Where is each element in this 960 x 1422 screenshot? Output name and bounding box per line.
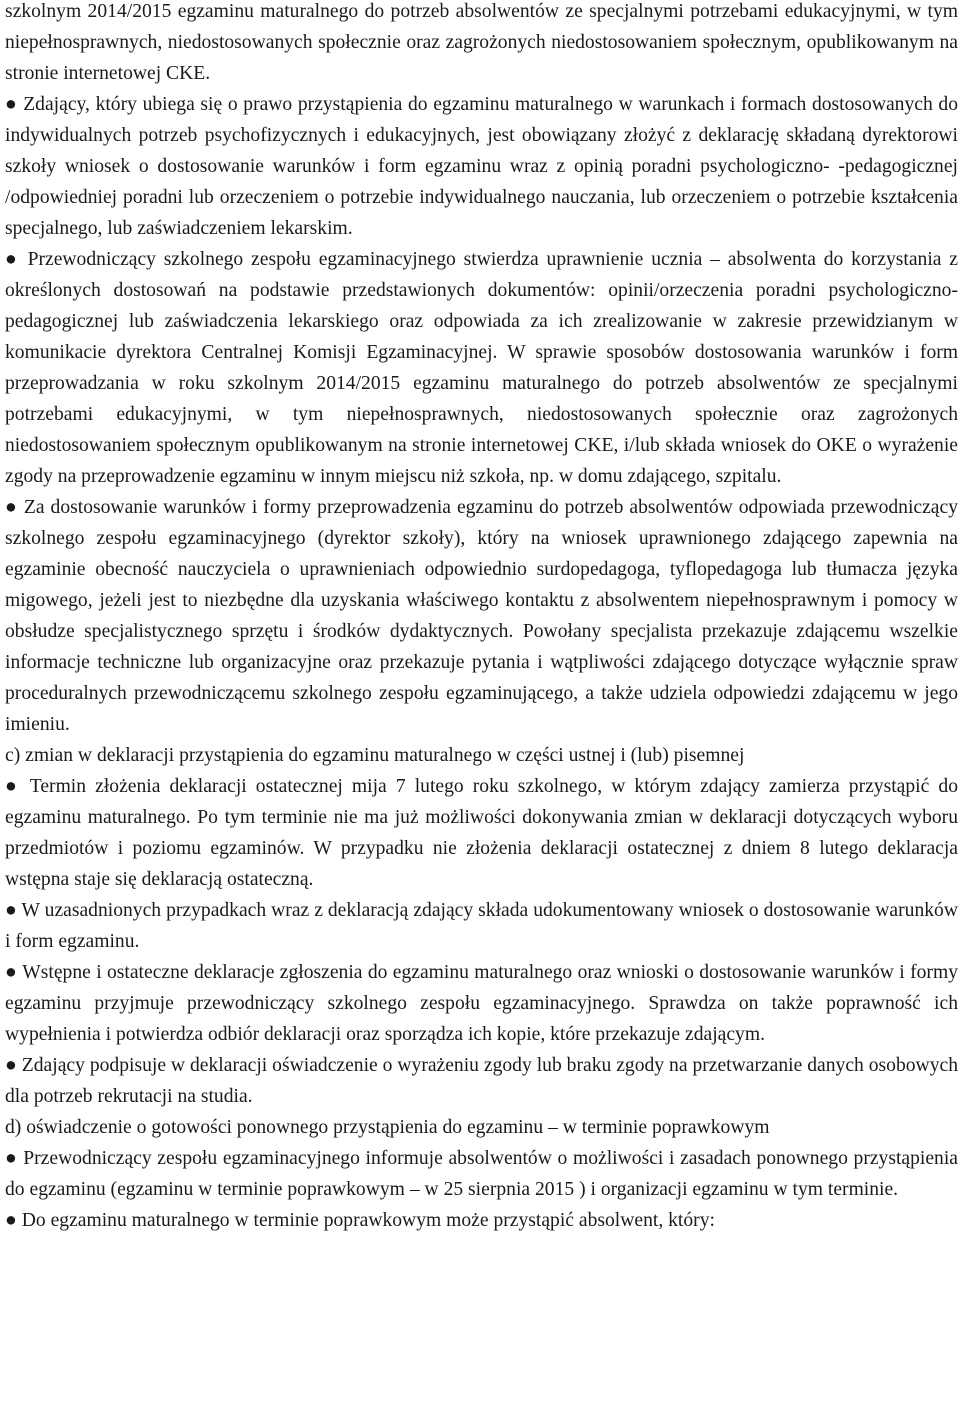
paragraph-bullet-declarations: ● Wstępne i ostateczne deklaracje zgłoszenia do egzaminu maturalnego oraz wnioski o dostosowanie warunków i formy egzaminu przyjmuje przewodniczący szkolnego zespołu egzaminacyjnego. Sprawdza on także poprawność ich wypełnienia i potwierdza odbiór deklaracji oraz sporządza ich kopie, które przekazuje zdającym.	[5, 962, 958, 1045]
paragraph-bullet-data-consent: ● Zdający podpisuje w deklaracji oświadczenie o wyrażeniu zgody lub braku zgody na przetwarzanie danych osobowych dla potrzeb rekrutacji na studia.	[5, 1055, 958, 1107]
paragraph-bullet-chairman-entitlement: ● Przewodniczący szkolnego zespołu egzaminacyjnego stwierdza uprawnienie ucznia – absolwenta do korzystania z określonych dostosowań na podstawie przedstawionych dokumentów: opinii/orzeczenia poradni psychologiczno-pedagogicznej lub zaświadczenia lekarskiego oraz odpowiada za ich zrealizowanie w zakresie przewidzianym w komunikacie dyrektora Centralnej Komisji Egzaminacyjnej. W sprawie sposobów dostosowania warunków i form przeprowadzania w roku szkolnym 2014/2015 egzaminu maturalnego do potrzeb absolwentów ze specjalnymi potrzebami edukacyjnymi, w tym niepełnosprawnych, niedostosowanych społecznie oraz zagrożonych niedostosowaniem społecznym opublikowanym na stronie internetowej CKE, i/lub składa wniosek do OKE o wyrażenie zgody na przeprowadzenie egzaminu w innym miejscu niż szkoła, np. w domu zdającego, szpitalu.	[5, 249, 958, 487]
paragraph-bullet-deadline: ● Termin złożenia deklaracji ostatecznej mija 7 lutego roku szkolnego, w którym zdający zamierza przystąpić do egzaminu maturalnego. Po tym terminie nie ma już możliwości dokonywania zmian w deklaracji dotyczących wyboru przedmiotów i poziomu egzaminów. W przypadku nie złożenia deklaracji ostatecznej z dniem 8 lutego deklaracja wstępna staje się deklaracją ostateczną.	[5, 776, 958, 890]
paragraph-bullet-application: ● Zdający, który ubiega się o prawo przystąpienia do egzaminu maturalnego w warunkach i formach dostosowanych do indywidualnych potrzeb psychofizycznych i edukacyjnych, jest obowiązany złożyć z deklarację składaną dyrektorowi szkoły wniosek o dostosowanie warunków i form egzaminu wraz z opinią poradni psychologiczno- -pedagogicznej /odpowiedniej poradni lub orzeczeniem o potrzebie indywidualnego nauczania, lub orzeczeniem o potrzebie kształcenia specjalnego, lub zaświadczeniem lekarskim.	[5, 94, 958, 239]
paragraph-bullet-adaptation-responsibility: ● Za dostosowanie warunków i formy przeprowadzenia egzaminu do potrzeb absolwentów odpowiada przewodniczący szkolnego zespołu egzaminacyjnego (dyrektor szkoły), który na wniosek uprawnionego zdającego zapewnia na egzaminie obecność nauczyciela o uprawnieniach odpowiednio surdopedagoga, tyflopedagoga lub tłumacza języka migowego, jeżeli jest to niezbędne dla uzyskania właściwego kontaktu z absolwentem niepełnosprawnym i pomocy w obsłudze specjalistycznego sprzętu i środków dydaktycznych. Powołany specjalista przekazuje zdającemu wszelkie informacje techniczne lub organizacyjne oraz przekazuje pytania i wątpliwości zdającego dotyczące wyłącznie spraw proceduralnych przewodniczącemu szkolnego zespołu egzaminującego, a także udziela odpowiedzi zdającemu w jego imieniu.	[5, 497, 958, 735]
section-heading-d: d) oświadczenie o gotowości ponownego przystąpienia do egzaminu – w terminie poprawkowym	[5, 1117, 770, 1138]
section-heading-c: c) zmian w deklaracji przystąpienia do egzaminu maturalnego w części ustnej i (lub) pisemnej	[5, 745, 745, 766]
paragraph-bullet-justified-cases: ● W uzasadnionych przypadkach wraz z deklaracją zdający składa udokumentowany wniosek o dostosowanie warunków i form egzaminu.	[5, 900, 958, 952]
document-page	[5, 0, 958, 1236]
paragraph-bullet-resit-eligibility: ● Do egzaminu maturalnego w terminie poprawkowym może przystąpić absolwent, który:	[5, 1210, 715, 1231]
paragraph-intro-continuation: szkolnym 2014/2015 egzaminu maturalnego do potrzeb absolwentów ze specjalnymi potrzebami edukacyjnymi, w tym niepełnosprawnych, niedostosowanych społecznie oraz zagrożonych niedostosowaniem społecznym, opublikowanym na stronie internetowej CKE.	[5, 1, 958, 84]
paragraph-bullet-resit-info: ● Przewodniczący zespołu egzaminacyjnego informuje absolwentów o możliwości i zasadach ponownego przystąpienia do egzaminu (egzaminu w terminie poprawkowym – w 25 sierpnia 2015 ) i organizacji egzaminu w tym terminie.	[5, 1148, 958, 1200]
